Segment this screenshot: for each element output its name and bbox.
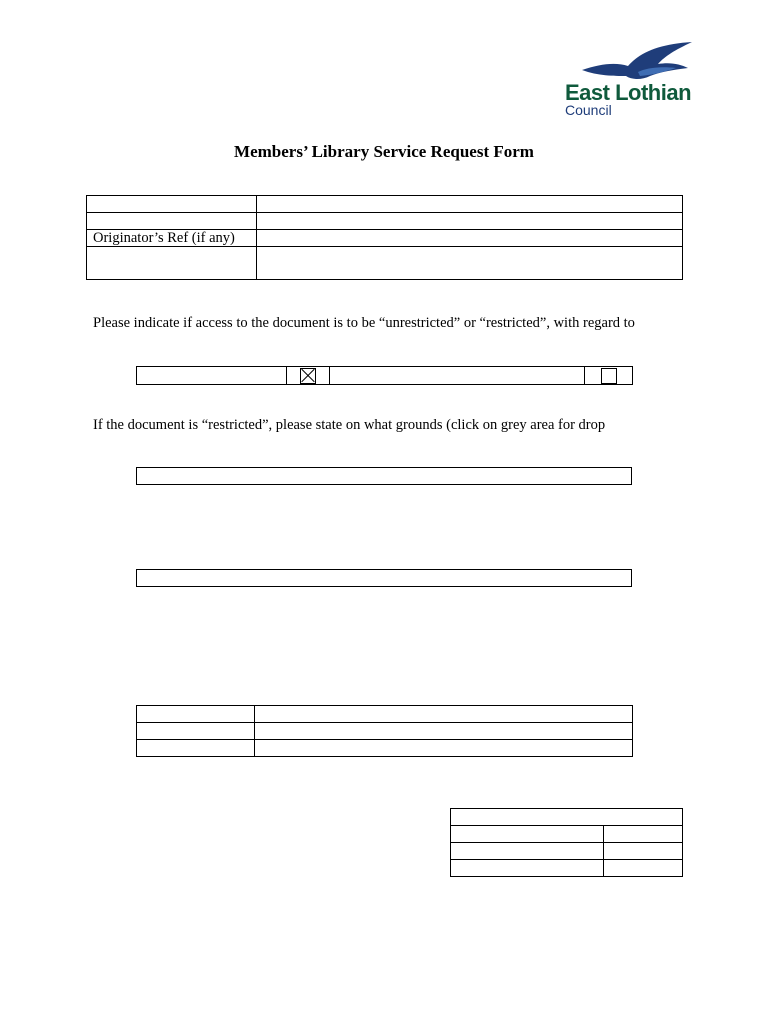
table-row bbox=[87, 196, 683, 213]
page-title: Members’ Library Service Request Form bbox=[234, 142, 534, 161]
signature-table bbox=[136, 705, 633, 757]
grounds-details-field[interactable] bbox=[136, 569, 632, 587]
table-cell-value[interactable] bbox=[257, 196, 683, 213]
table-cell-label bbox=[87, 247, 257, 280]
table-row bbox=[137, 367, 633, 385]
logo-title: East Lothian bbox=[565, 80, 692, 105]
table-cell-label bbox=[87, 213, 257, 230]
table-cell-value[interactable] bbox=[257, 230, 683, 247]
grounds-dropdown-field[interactable] bbox=[136, 467, 632, 485]
restricted-checkbox[interactable] bbox=[601, 368, 617, 384]
table-cell-value[interactable] bbox=[604, 843, 683, 860]
table-row bbox=[137, 706, 633, 723]
table-cell-label bbox=[451, 826, 604, 843]
unrestricted-label-cell bbox=[137, 367, 287, 385]
table-cell-value[interactable] bbox=[257, 213, 683, 230]
table-cell-label: Originator’s Ref (if any) bbox=[87, 230, 257, 247]
table-cell-label bbox=[451, 860, 604, 877]
table-cell-value[interactable] bbox=[255, 740, 633, 757]
access-options-table bbox=[136, 366, 633, 385]
access-instruction: Please indicate if access to the document is to be “unrestricted” or “restricted”, with regard to bbox=[93, 315, 635, 331]
table-row bbox=[137, 723, 633, 740]
restricted-label-cell bbox=[330, 367, 585, 385]
table-cell-value[interactable] bbox=[255, 723, 633, 740]
table-cell-label bbox=[137, 706, 255, 723]
table-cell-label bbox=[87, 196, 257, 213]
table-row bbox=[137, 740, 633, 757]
table-row bbox=[451, 826, 683, 843]
unrestricted-checkbox-cell bbox=[287, 367, 330, 385]
eagle-icon bbox=[580, 42, 700, 84]
table-cell-value[interactable] bbox=[255, 706, 633, 723]
unrestricted-checkbox[interactable] bbox=[300, 368, 316, 384]
table-cell-value[interactable] bbox=[604, 826, 683, 843]
table-row bbox=[451, 809, 683, 826]
office-use-table bbox=[450, 808, 683, 877]
table-cell-value[interactable] bbox=[257, 247, 683, 280]
table-row bbox=[87, 247, 683, 280]
table-cell-label bbox=[137, 740, 255, 757]
restricted-checkbox-cell bbox=[585, 367, 633, 385]
table-row bbox=[451, 843, 683, 860]
table-row bbox=[87, 230, 683, 247]
table-cell-label bbox=[451, 843, 604, 860]
details-table bbox=[86, 195, 683, 280]
council-logo bbox=[560, 42, 720, 122]
office-use-header-cell bbox=[451, 809, 683, 826]
logo-subtitle: Council bbox=[565, 102, 612, 118]
table-row bbox=[87, 213, 683, 230]
table-cell-value[interactable] bbox=[604, 860, 683, 877]
table-cell-label bbox=[137, 723, 255, 740]
table-row bbox=[451, 860, 683, 877]
grounds-instruction: If the document is “restricted”, please state on what grounds (click on grey area for drop bbox=[93, 417, 606, 433]
